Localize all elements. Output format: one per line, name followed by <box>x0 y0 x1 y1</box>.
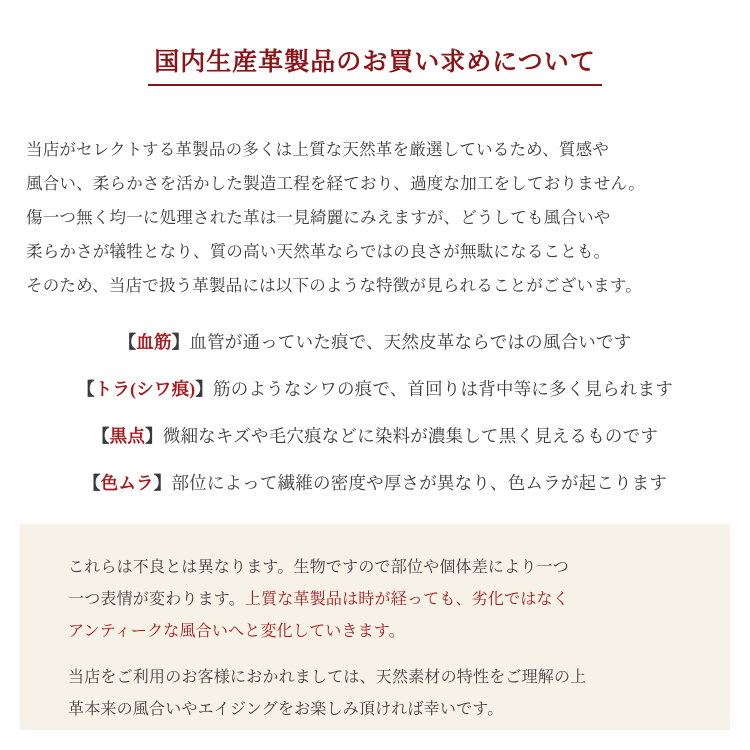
note-box <box>20 524 730 730</box>
bracket-close: 】 <box>145 425 163 446</box>
page-title: 国内生産革製品のお買い求めについて <box>148 47 602 86</box>
feature-description: 血管が通っていた痕で、天然皮革ならではの風合いです <box>189 331 632 352</box>
feature-description: 微細なキズや毛穴痕などに染料が濃集して黒く見えるものです <box>162 425 659 446</box>
note-line <box>50 584 700 616</box>
note-line-text: 一つ表情が変わります。 <box>68 591 245 608</box>
feature-description: 筋のようなシワの痕で、首回りは背中等に多く見られます <box>213 378 673 399</box>
intro-line: そのため、当店で扱う革製品には以下のような特徴が見られることがございます。 <box>26 275 642 295</box>
feature-tag-label: トラ(シワ痕) <box>94 378 196 399</box>
bracket-close: 】 <box>153 473 172 494</box>
bracket-open: 【 <box>91 425 110 446</box>
intro-line: 傷一つ無く均一に処理された革は一見綺麗にみえますが、どうしても風合いや <box>26 207 611 227</box>
feature-tag <box>83 473 172 493</box>
note-emphasis: 上質な革製品は時が経っても、劣化ではなく <box>244 591 569 608</box>
note-line: 当店をご利用のお客様におかれましては、天然素材の特性をご理解の上 <box>68 669 587 686</box>
list-item <box>0 423 750 450</box>
feature-description: 部位によって繊維の密度や厚さが異なり、色ムラが起こります <box>171 473 668 494</box>
list-item <box>0 329 750 356</box>
list-item <box>0 470 750 497</box>
intro-paragraph <box>26 133 726 303</box>
feature-tag <box>77 379 213 399</box>
feature-tag-label: 黒点 <box>109 425 146 446</box>
feature-tag-label: 色ムラ <box>100 473 154 494</box>
note-paragraph-2 <box>50 662 700 726</box>
note-emphasis: アンティークな風合いへと変化していきます。 <box>68 623 406 640</box>
feature-tag <box>92 426 163 446</box>
feature-tag <box>119 332 190 352</box>
bracket-close: 】 <box>195 378 214 399</box>
feature-tag-label: 血筋 <box>136 331 172 352</box>
bracket-open: 【 <box>118 331 137 352</box>
note-paragraph-1 <box>50 552 700 648</box>
bracket-open: 【 <box>77 378 95 399</box>
list-item <box>0 376 750 403</box>
bracket-open: 【 <box>82 473 101 494</box>
feature-list <box>0 329 750 498</box>
intro-line: 風合い、柔らかさを活かした製造工程を経ており、過度な加工をしておりません。 <box>26 173 645 193</box>
page-title-container <box>0 0 750 103</box>
note-line: これらは不良とは異なります。生物ですので部位や個体差により一つ <box>68 559 569 576</box>
note-line: 革本来の風合いやエイジングをお楽しみ頂ければ幸いです。 <box>68 701 504 718</box>
intro-line: 柔らかさが犠牲となり、質の高い天然革ならではの良さが無駄になることも。 <box>26 241 611 261</box>
intro-line: 当店がセレクトする革製品の多くは上質な天然革を厳選しているため、質感や <box>26 139 610 159</box>
bracket-close: 】 <box>171 331 190 352</box>
